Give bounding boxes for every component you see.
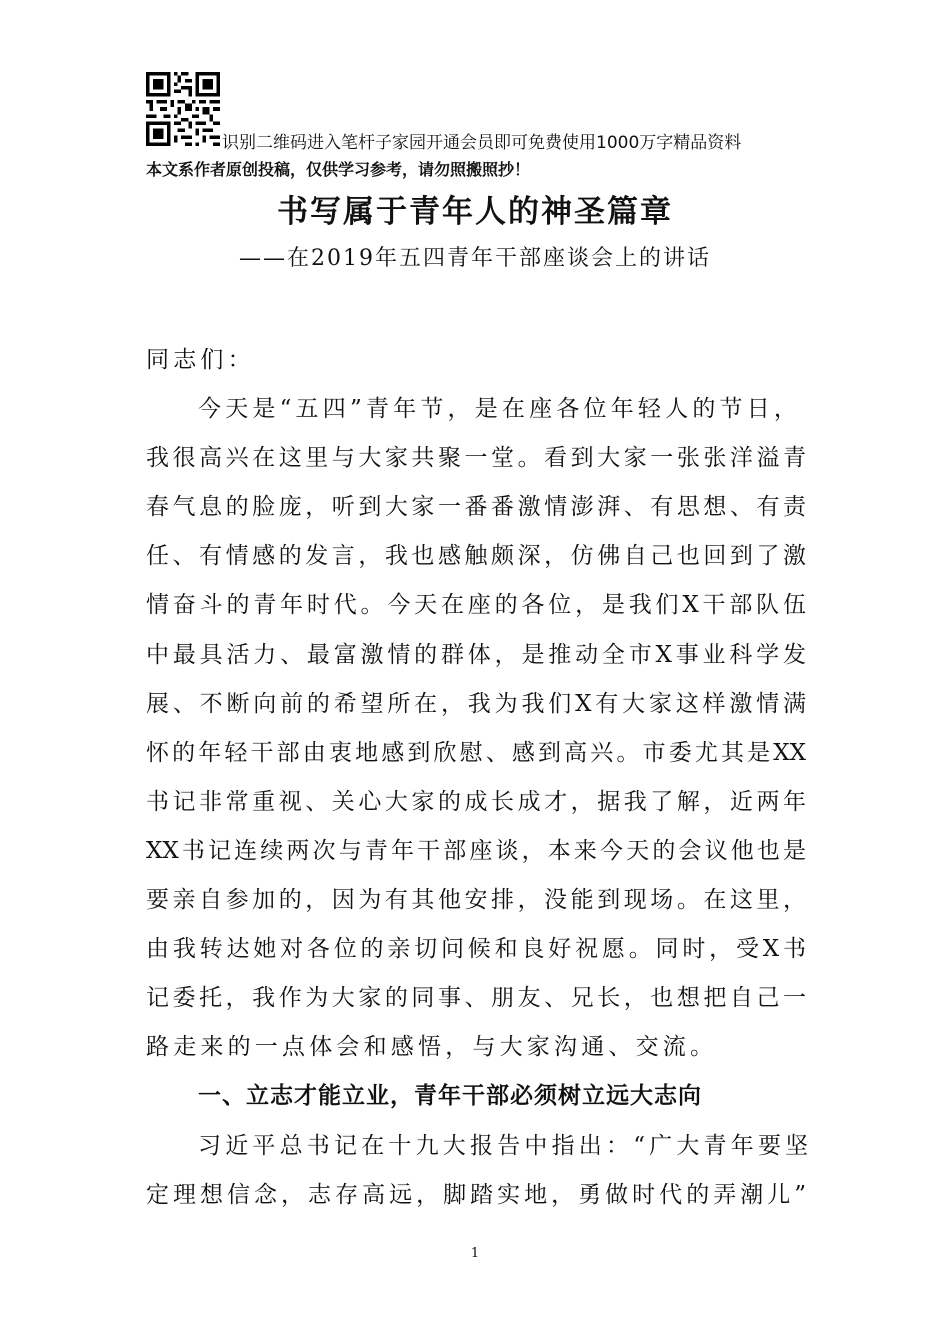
paragraph-line: 由我转达她对各位的亲切问候和良好祝愿。同时，受X书 — [146, 936, 806, 963]
paragraph-line: 路走来的一点体会和感悟，与大家沟通、交流。 — [146, 1034, 718, 1061]
paragraph-section-one — [146, 1122, 813, 1220]
section-heading: 一、立志才能立业，青年干部必须树立远大志向 — [198, 1083, 702, 1110]
document-title: 书写属于青年人的神圣篇章 — [277, 194, 673, 230]
paragraph-opening — [146, 385, 806, 1072]
paragraph-line: 怀的年轻干部由衷地感到欣慰、感到高兴。市委尤其是XX — [146, 739, 806, 766]
paragraph-line: XX书记连续两次与青年干部座谈，本来今天的会议他也是 — [146, 837, 806, 864]
paragraph-line: 我很高兴在这里与大家共聚一堂。看到大家一张张洋溢青 — [146, 445, 806, 472]
paragraph-line: 书记非常重视、关心大家的成长成才，据我了解，近两年 — [146, 788, 806, 815]
salutation: 同志们： — [146, 347, 255, 373]
paragraph-line: 任、有情感的发言，我也感触颇深，仿佛自己也回到了激 — [146, 543, 806, 570]
page-number: 1 — [470, 1246, 480, 1261]
paragraph-line: 习近平总书记在十九大报告中指出：“广大青年要坚 — [198, 1132, 813, 1159]
paragraph-line: 记委托，我作为大家的同事、朋友、兄长，也想把自己一 — [146, 985, 806, 1012]
paragraph-line: 春气息的脸庞，听到大家一番番激情澎湃、有思想、有责 — [146, 494, 806, 521]
document-body — [146, 336, 813, 1220]
paragraph-line: 定理想信念，志存高远，脚踏实地，勇做时代的弄潮儿” — [146, 1181, 806, 1208]
qr-promo-text: 识别二维码进入笔杆子家园开通会员即可免费使用1000万字精品资料 — [222, 133, 742, 153]
paragraph-line: 情奋斗的青年时代。今天在座的各位，是我们X干部队伍 — [146, 592, 806, 619]
document-subtitle: ——在2019年五四青年干部座谈会上的讲话 — [239, 246, 711, 271]
paragraph-line: 中最具活力、最富激情的群体，是推动全市X事业科学发 — [146, 641, 806, 668]
qr-code-icon — [146, 72, 220, 146]
paragraph-line: 要亲自参加的，因为有其他安排，没能到现场。在这里， — [146, 887, 806, 914]
paragraph-line: 今天是“五四”青年节，是在座各位年轻人的节日， — [198, 396, 802, 423]
paragraph-line: 展、不断向前的希望所在，我为我们X有大家这样激情满 — [146, 690, 806, 717]
copyright-disclaimer: 本文系作者原创投稿，仅供学习参考，请勿照搬照抄！ — [146, 160, 531, 179]
